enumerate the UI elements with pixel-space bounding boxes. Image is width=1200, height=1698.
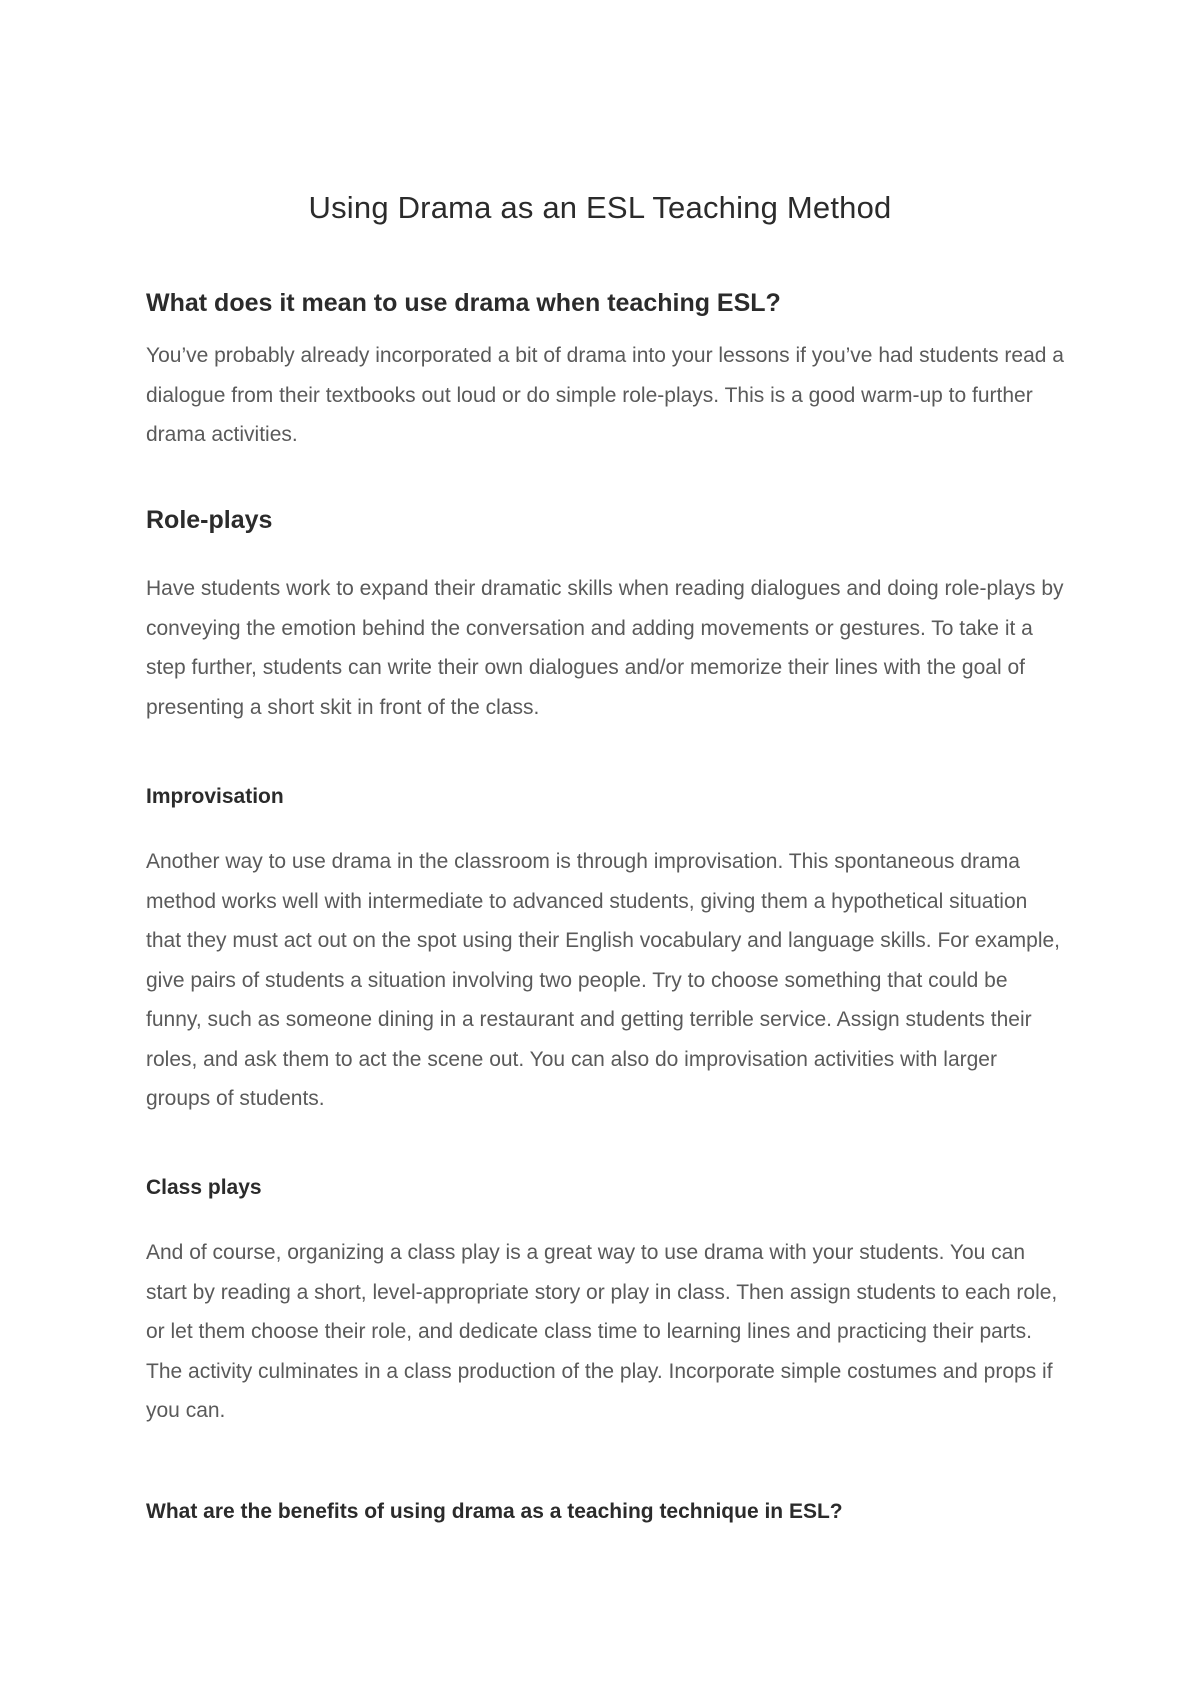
section-heading-benefits: What are the benefits of using drama as a teaching technique in ESL? — [146, 1500, 843, 1523]
document-title: Using Drama as an ESL Teaching Method — [308, 190, 892, 225]
section-body-improvisation: Another way to use drama in the classroom is through improvisation. This spontaneous drama method works well with intermediate to advanced students, giving them a hypothetical situation that they must act out on the spot using their English vocabulary and language skills. For example, give pairs of students a situation involving two people. Try to choose something that could be funny, such as someone dining in a restaurant and getting terrible service. Assign students their roles, and ask them to act the scene out. You can also do improvisation activities with larger groups of students. — [146, 850, 1061, 1110]
section-body-class-plays: And of course, organizing a class play is a great way to use drama with your students. You can start by reading a short, level-appropriate story or play in class. Then assign students to each role, or let them choose their role, and dedicate class time to learning lines and practicing their parts. The activity culminates in a class production of the play. Incorporate simple costumes and props if you can. — [146, 1241, 1058, 1422]
section-heading-improvisation: Improvisation — [146, 785, 284, 808]
section-body-role-plays: Have students work to expand their dramatic skills when reading dialogues and doing role-plays by conveying the emotion behind the conversation and adding movements or gestures. To take it a step further, students can write their own dialogues and/or memorize their lines with the goal of presenting a short skit in front of the class. — [146, 577, 1064, 719]
section-body-what-does-it-mean: You’ve probably already incorporated a bit of drama into your lessons if you’ve had students read a dialogue from their textbooks out loud or do simple role-plays. This is a good warm-up to further drama activities. — [146, 344, 1064, 446]
section-heading-role-plays: Role-plays — [146, 506, 273, 534]
section-heading-what-does-it-mean: What does it mean to use drama when teaching ESL? — [146, 289, 781, 317]
section-heading-class-plays: Class plays — [146, 1176, 262, 1199]
